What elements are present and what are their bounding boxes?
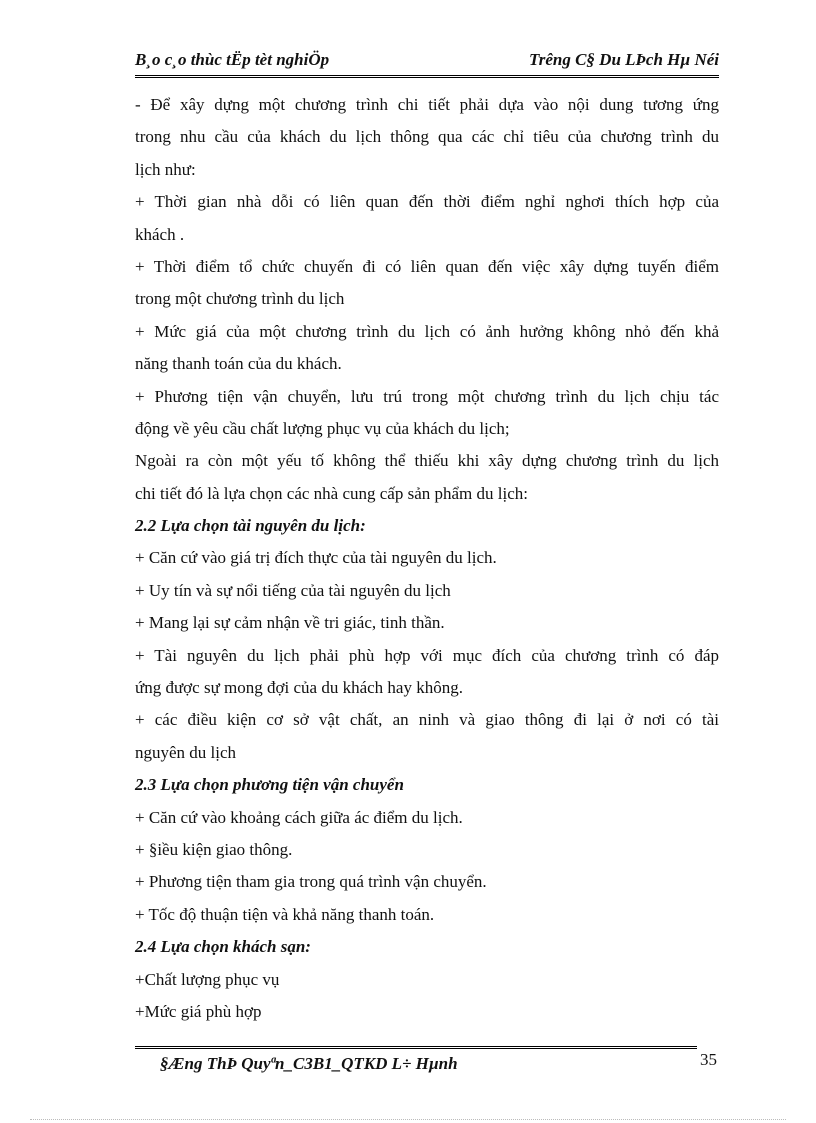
body-line: trong nhu cầu của khách du lịch thông qua các chỉ tiêu của chương trình du	[135, 127, 719, 147]
body-line: + Mức giá của một chương trình du lịch có ảnh hưởng không nhỏ đến khả	[135, 321, 719, 341]
body-line: lịch như:	[135, 159, 196, 179]
body-line: + Căn cứ vào giá trị đích thực của tài nguyên du lịch.	[135, 548, 497, 568]
body-line: + §iều kiện giao thông.	[135, 839, 293, 859]
body-line: + Phương tiện vận chuyển, lưu trú trong một chương trình du lịch chịu tác	[135, 386, 719, 406]
section-heading: 2.4 Lựa chọn khách sạn:	[135, 937, 311, 957]
body-line: khách .	[135, 224, 185, 244]
body-line: + Uy tín và sự nổi tiếng của tài nguyên du lịch	[135, 580, 451, 600]
body-line: năng thanh toán của du khách.	[135, 354, 342, 374]
body-line: Ngoài ra còn một yếu tố không thể thiếu khi xây dựng chương trình du lịch	[135, 451, 719, 471]
footer-divider	[135, 1046, 697, 1049]
body-line: +Mức giá phù hợp	[135, 1001, 262, 1021]
body-line: + Phương tiện tham gia trong quá trình vận chuyển.	[135, 872, 487, 892]
body-line: chi tiết đó là lựa chọn các nhà cung cấp sản phẩm du lịch:	[135, 483, 528, 503]
header-report-title: B¸o c¸o thùc tËp tèt nghiÖp	[135, 50, 330, 69]
body-line: trong một chương trình du lịch	[135, 289, 345, 309]
body-line: nguyên du lịch	[135, 742, 237, 762]
body-line: + Thời gian nhà dỗi có liên quan đến thời điểm nghỉ nghơi thích hợp của	[135, 192, 719, 212]
body-line: ứng được sự mong đợi của du khách hay không.	[135, 678, 463, 698]
body-line: + Mang lại sự cảm nhận về tri giác, tinh thần.	[135, 613, 445, 633]
header-school-name: Trêng C§ Du LÞch Hµ Néi	[528, 50, 719, 69]
body-line: động về yêu cầu chất lượng phục vụ của khách du lịch;	[135, 418, 510, 438]
body-line: + Tài nguyên du lịch phải phù hợp với mục đích của chương trình có đáp	[135, 645, 719, 665]
page-bottom-edge	[30, 1119, 786, 1120]
section-heading: 2.2 Lựa chọn tài nguyên du lịch:	[135, 516, 366, 536]
header-divider	[135, 75, 719, 78]
page-header	[135, 50, 719, 76]
body-line: +Chất lượng phục vụ	[135, 969, 280, 989]
page-number: 35	[700, 1050, 717, 1069]
body-line: + Thời điểm tổ chức chuyến đi có liên quan đến việc xây dựng tuyến điểm	[135, 256, 719, 276]
body-line: + Căn cứ vào khoảng cách giữa ác điểm du lịch.	[135, 807, 463, 827]
page-body	[135, 89, 719, 1028]
body-line: - Để xây dựng một chương trình chi tiết phải dựa vào nội dung tương ứng	[135, 95, 719, 114]
body-line: + Tốc độ thuận tiện và khả năng thanh toán.	[135, 904, 435, 924]
footer-author: §Æng ThÞ Quyªn_C3B1_QTKD L÷ Hµnh	[160, 1054, 458, 1073]
body-line: + các điều kiện cơ sở vật chất, an ninh và giao thông đi lại ở nơi có tài	[135, 710, 719, 730]
section-heading: 2.3 Lựa chọn phương tiện vận chuyển	[135, 775, 404, 795]
